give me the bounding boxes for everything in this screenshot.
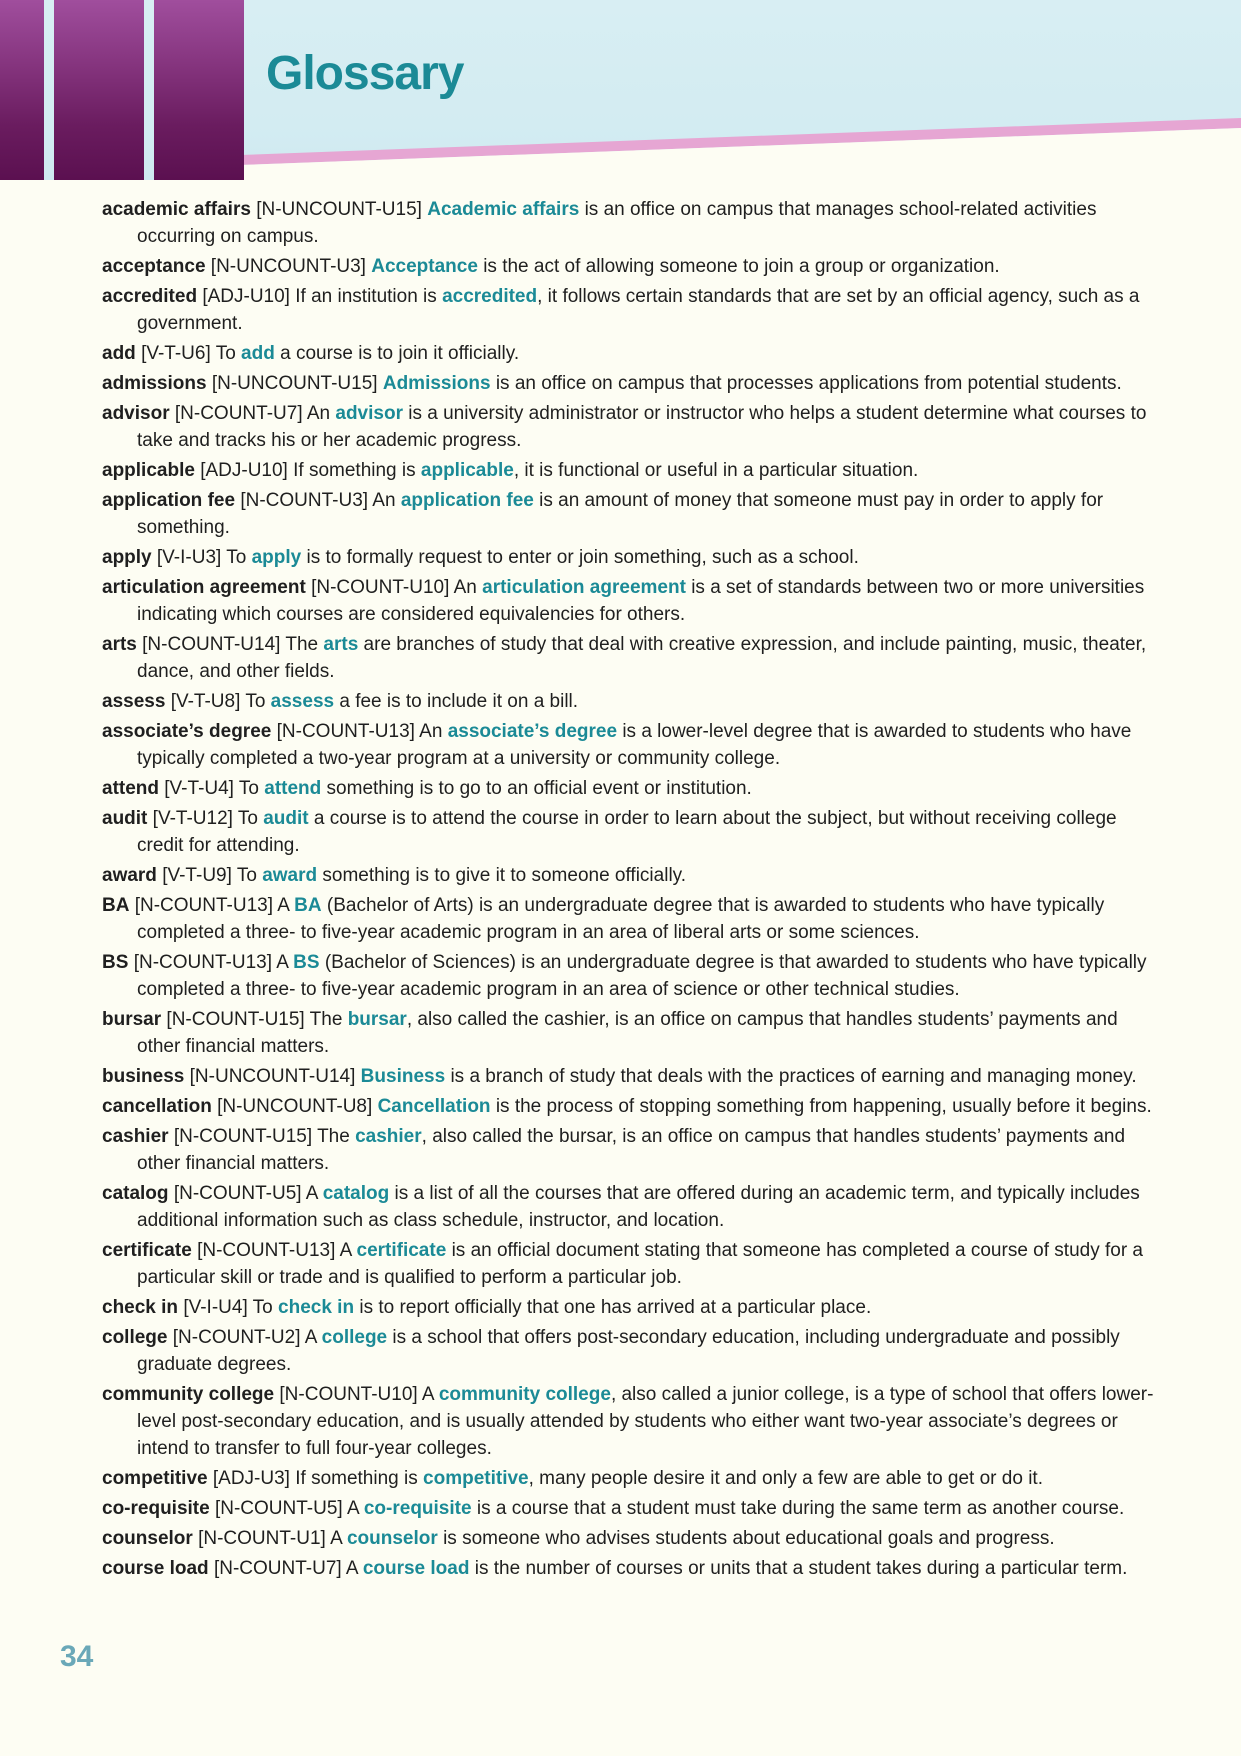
glossary-term: certificate xyxy=(102,1240,192,1261)
definition-lead: A xyxy=(305,1183,318,1204)
highlighted-term: apply xyxy=(251,547,302,568)
glossary-entry xyxy=(102,1495,1162,1522)
glossary-entry xyxy=(102,370,1162,397)
highlighted-term: Cancellation xyxy=(377,1096,491,1117)
highlighted-term: Admissions xyxy=(382,373,491,394)
definition-text: (Bachelor of Sciences) is an undergraduate degree is that awarded to students who have typically completed a three- to five-year academic program in an area of science or other technical studies. xyxy=(137,952,1147,1000)
header-tab xyxy=(54,0,144,180)
definition-text: is a lower-level degree that is awarded to students who have typically completed a two-year program at a university or community college. xyxy=(137,721,1132,769)
highlighted-term: arts xyxy=(323,634,359,655)
glossary-term: check in xyxy=(102,1297,179,1318)
part-of-speech-tag: [N-COUNT-U10] xyxy=(311,577,450,598)
glossary-term: application fee xyxy=(102,490,236,511)
glossary-term: college xyxy=(102,1327,168,1348)
highlighted-term: course load xyxy=(362,1558,470,1579)
glossary-entry xyxy=(102,400,1162,454)
definition-lead: A xyxy=(277,895,289,916)
definition-text: is an office on campus that processes applications from potential students. xyxy=(495,373,1122,394)
glossary-term: award xyxy=(102,865,157,886)
highlighted-term: Acceptance xyxy=(371,256,478,277)
glossary-entry xyxy=(102,631,1162,685)
part-of-speech-tag: [N-COUNT-U7] xyxy=(213,1558,342,1579)
highlighted-term: articulation agreement xyxy=(482,577,686,598)
definition-text: , it is functional or useful in a particular situation. xyxy=(513,460,919,481)
highlighted-term: application fee xyxy=(400,490,534,511)
glossary-term: bursar xyxy=(102,1009,162,1030)
part-of-speech-tag: [V-T-U8] xyxy=(170,691,241,712)
definition-text: , also called the cashier, is an office on campus that handles students’ payments and other financial matters. xyxy=(137,1009,1118,1057)
glossary-term: acceptance xyxy=(102,256,206,277)
definition-lead: To xyxy=(215,343,236,364)
glossary-entry xyxy=(102,1465,1162,1492)
glossary-entry xyxy=(102,340,1162,367)
highlighted-term: cashier xyxy=(355,1126,422,1147)
header-tab xyxy=(0,0,44,180)
definition-lead: An xyxy=(372,490,396,511)
definition-lead: If something is xyxy=(293,460,416,481)
part-of-speech-tag: [N-COUNT-U5] xyxy=(173,1183,302,1204)
highlighted-term: college xyxy=(321,1327,388,1348)
part-of-speech-tag: [ADJ-U10] xyxy=(200,460,288,481)
definition-text: (Bachelor of Arts) is an undergraduate degree that is awarded to students who have typically completed a three- to five-year academic program in an area of liberal arts or some sciences. xyxy=(137,895,1105,943)
glossary-term: admissions xyxy=(102,373,207,394)
glossary-term: course load xyxy=(102,1558,209,1579)
glossary-list xyxy=(102,196,1162,1585)
glossary-entry xyxy=(102,1525,1162,1552)
glossary-term: attend xyxy=(102,778,159,799)
part-of-speech-tag: [V-T-U4] xyxy=(164,778,234,799)
definition-lead: A xyxy=(304,1327,317,1348)
glossary-entry xyxy=(102,574,1162,628)
definition-text: a course is to attend the course in order to learn about the subject, but without receiving college credit for attending. xyxy=(137,808,1117,856)
definition-text: is the process of stopping something from happening, usually before it begins. xyxy=(495,1096,1152,1117)
glossary-entry xyxy=(102,1324,1162,1378)
highlighted-term: community college xyxy=(438,1384,611,1405)
definition-text: is to formally request to enter or join something, such as a school. xyxy=(306,547,859,568)
glossary-term: business xyxy=(102,1066,185,1087)
highlighted-term: BS xyxy=(293,952,320,973)
glossary-entry xyxy=(102,1555,1162,1582)
part-of-speech-tag: [N-UNCOUNT-U14] xyxy=(189,1066,356,1087)
part-of-speech-tag: [V-T-U9] xyxy=(162,865,232,886)
glossary-term: arts xyxy=(102,634,137,655)
highlighted-term: competitive xyxy=(423,1468,529,1489)
definition-text: something is to go to an official event or institution. xyxy=(326,778,752,799)
definition-text: is the act of allowing someone to join a group or organization. xyxy=(483,256,1000,277)
highlighted-term: Business xyxy=(360,1066,446,1087)
header-tab xyxy=(154,0,244,180)
glossary-entry xyxy=(102,1294,1162,1321)
glossary-term: cancellation xyxy=(102,1096,212,1117)
definition-text: is someone who advises students about educational goals and progress. xyxy=(443,1528,1055,1549)
glossary-entry xyxy=(102,283,1162,337)
definition-text: is a branch of study that deals with the practices of earning and managing money. xyxy=(450,1066,1137,1087)
part-of-speech-tag: [N-UNCOUNT-U8] xyxy=(217,1096,373,1117)
highlighted-term: attend xyxy=(264,778,322,799)
glossary-term: add xyxy=(102,343,136,364)
part-of-speech-tag: [N-COUNT-U10] xyxy=(279,1384,418,1405)
highlighted-term: advisor xyxy=(335,403,403,424)
definition-text: a fee is to include it on a bill. xyxy=(339,691,579,712)
highlighted-term: applicable xyxy=(420,460,514,481)
page-number: 34 xyxy=(60,1640,94,1673)
definition-lead: The xyxy=(317,1126,350,1147)
glossary-term: BA xyxy=(102,895,130,916)
definition-text: , it follows certain standards that are set by an official agency, such as a government. xyxy=(137,286,1140,334)
definition-text: , also called the bursar, is an office on campus that handles students’ payments and other financial matters. xyxy=(137,1126,1126,1174)
definition-lead: To xyxy=(237,808,258,829)
definition-text: is an official document stating that someone has completed a course of study for a particular skill or trade and is qualified to perform a particular job. xyxy=(137,1240,1143,1288)
glossary-term: competitive xyxy=(102,1468,208,1489)
definition-lead: An xyxy=(453,577,477,598)
part-of-speech-tag: [N-UNCOUNT-U15] xyxy=(211,373,378,394)
highlighted-term: associate’s degree xyxy=(447,721,618,742)
definition-lead: A xyxy=(339,1240,352,1261)
definition-lead: The xyxy=(309,1009,343,1030)
definition-text: is the number of courses or units that a student takes during a particular term. xyxy=(474,1558,1128,1579)
glossary-term: associate’s degree xyxy=(102,721,272,742)
definition-lead: To xyxy=(226,547,247,568)
definition-text: is a university administrator or instructor who helps a student determine what courses to take and tracks his or her academic progress. xyxy=(137,403,1147,451)
definition-text: is a list of all the courses that are offered during an academic term, and typically includes additional information such as class schedule, instructor, and location. xyxy=(137,1183,1140,1231)
part-of-speech-tag: [N-COUNT-U2] xyxy=(172,1327,301,1348)
highlighted-term: Academic affairs xyxy=(427,199,580,220)
glossary-entry xyxy=(102,805,1162,859)
glossary-term: co-requisite xyxy=(102,1498,210,1519)
glossary-term: academic affairs xyxy=(102,199,251,220)
definition-lead: A xyxy=(276,952,288,973)
part-of-speech-tag: [N-COUNT-U15] xyxy=(173,1126,313,1147)
glossary-term: community college xyxy=(102,1384,275,1405)
highlighted-term: bursar xyxy=(347,1009,407,1030)
definition-text: is a school that offers post-secondary education, including undergraduate and possibly graduate degrees. xyxy=(137,1327,1120,1375)
glossary-entry xyxy=(102,544,1162,571)
glossary-term: applicable xyxy=(102,460,195,481)
glossary-entry xyxy=(102,688,1162,715)
part-of-speech-tag: [N-COUNT-U3] xyxy=(240,490,369,511)
part-of-speech-tag: [ADJ-U3] xyxy=(212,1468,290,1489)
part-of-speech-tag: [N-UNCOUNT-U15] xyxy=(256,199,422,220)
glossary-term: articulation agreement xyxy=(102,577,306,598)
definition-lead: To xyxy=(236,865,257,886)
definition-text: are branches of study that deal with creative expression, and include painting, music, theater, dance, and other fields. xyxy=(137,634,1147,682)
definition-text: , many people desire it and only a few are able to get or do it. xyxy=(528,1468,1043,1489)
definition-lead: An xyxy=(419,721,443,742)
part-of-speech-tag: [V-T-U12] xyxy=(152,808,233,829)
definition-text: is an amount of money that someone must pay in order to apply for something. xyxy=(137,490,1104,538)
definition-lead: To xyxy=(245,691,266,712)
highlighted-term: award xyxy=(262,865,318,886)
highlighted-term: check in xyxy=(278,1297,355,1318)
part-of-speech-tag: [N-COUNT-U14] xyxy=(142,634,281,655)
highlighted-term: catalog xyxy=(322,1183,390,1204)
part-of-speech-tag: [N-COUNT-U15] xyxy=(166,1009,305,1030)
definition-lead: The xyxy=(285,634,319,655)
part-of-speech-tag: [N-COUNT-U13] xyxy=(276,721,415,742)
glossary-entry xyxy=(102,949,1162,1003)
highlighted-term: co-requisite xyxy=(363,1498,472,1519)
glossary-term: assess xyxy=(102,691,166,712)
part-of-speech-tag: [N-COUNT-U13] xyxy=(134,895,274,916)
glossary-entry xyxy=(102,892,1162,946)
part-of-speech-tag: [N-COUNT-U13] xyxy=(197,1240,336,1261)
glossary-term: catalog xyxy=(102,1183,169,1204)
definition-text: is a course that a student must take during the same term as another course. xyxy=(476,1498,1125,1519)
definition-text: a course is to join it officially. xyxy=(280,343,520,364)
definition-text: is to report officially that one has arrived at a particular place. xyxy=(359,1297,872,1318)
glossary-entry xyxy=(102,253,1162,280)
part-of-speech-tag: [N-COUNT-U5] xyxy=(214,1498,343,1519)
glossary-entry xyxy=(102,1237,1162,1291)
glossary-term: cashier xyxy=(102,1126,169,1147)
highlighted-term: audit xyxy=(263,808,309,829)
glossary-term: apply xyxy=(102,547,152,568)
part-of-speech-tag: [N-UNCOUNT-U3] xyxy=(210,256,366,277)
highlighted-term: assess xyxy=(270,691,335,712)
part-of-speech-tag: [N-COUNT-U7] xyxy=(174,403,303,424)
glossary-term: counselor xyxy=(102,1528,193,1549)
part-of-speech-tag: [V-T-U6] xyxy=(141,343,211,364)
definition-lead: If an institution is xyxy=(295,286,437,307)
highlighted-term: accredited xyxy=(442,286,538,307)
definition-text: is a set of standards between two or more universities indicating which courses are considered equivalencies for others. xyxy=(137,577,1145,625)
highlighted-term: add xyxy=(241,343,275,364)
page-title: Glossary xyxy=(266,47,464,100)
glossary-entry xyxy=(102,1180,1162,1234)
definition-lead: An xyxy=(306,403,331,424)
definition-lead: To xyxy=(252,1297,273,1318)
glossary-term: advisor xyxy=(102,403,170,424)
glossary-entry xyxy=(102,487,1162,541)
part-of-speech-tag: [ADJ-U10] xyxy=(202,286,290,307)
highlighted-term: certificate xyxy=(356,1240,447,1261)
glossary-entry xyxy=(102,1123,1162,1177)
definition-lead: A xyxy=(346,1498,359,1519)
definition-lead: To xyxy=(238,778,259,799)
definition-text: is an office on campus that manages school-related activities occurring on campus. xyxy=(137,199,1097,247)
definition-lead: A xyxy=(421,1384,434,1405)
highlighted-term: counselor xyxy=(346,1528,438,1549)
definition-text: something is to give it to someone officially. xyxy=(322,865,687,886)
glossary-entry xyxy=(102,1381,1162,1462)
glossary-entry xyxy=(102,1093,1162,1120)
highlighted-term: BA xyxy=(294,895,322,916)
part-of-speech-tag: [N-COUNT-U1] xyxy=(198,1528,326,1549)
part-of-speech-tag: [V-I-U4] xyxy=(183,1297,248,1318)
part-of-speech-tag: [N-COUNT-U13] xyxy=(133,952,272,973)
glossary-term: BS xyxy=(102,952,129,973)
glossary-entry xyxy=(102,1006,1162,1060)
glossary-entry xyxy=(102,1063,1162,1090)
glossary-entry xyxy=(102,457,1162,484)
glossary-entry xyxy=(102,862,1162,889)
definition-lead: If something is xyxy=(295,1468,418,1489)
definition-text: , also called a junior college, is a type of school that offers lower-level post-secondary education, and is usually attended by students who either want two-year associate’s degrees or intend to transfer to full four-year colleges. xyxy=(137,1384,1154,1459)
glossary-entry xyxy=(102,718,1162,772)
part-of-speech-tag: [V-I-U3] xyxy=(156,547,222,568)
glossary-term: audit xyxy=(102,808,148,829)
definition-lead: A xyxy=(330,1528,342,1549)
glossary-term: accredited xyxy=(102,286,198,307)
glossary-entry xyxy=(102,196,1162,250)
definition-lead: A xyxy=(345,1558,358,1579)
glossary-entry xyxy=(102,775,1162,802)
